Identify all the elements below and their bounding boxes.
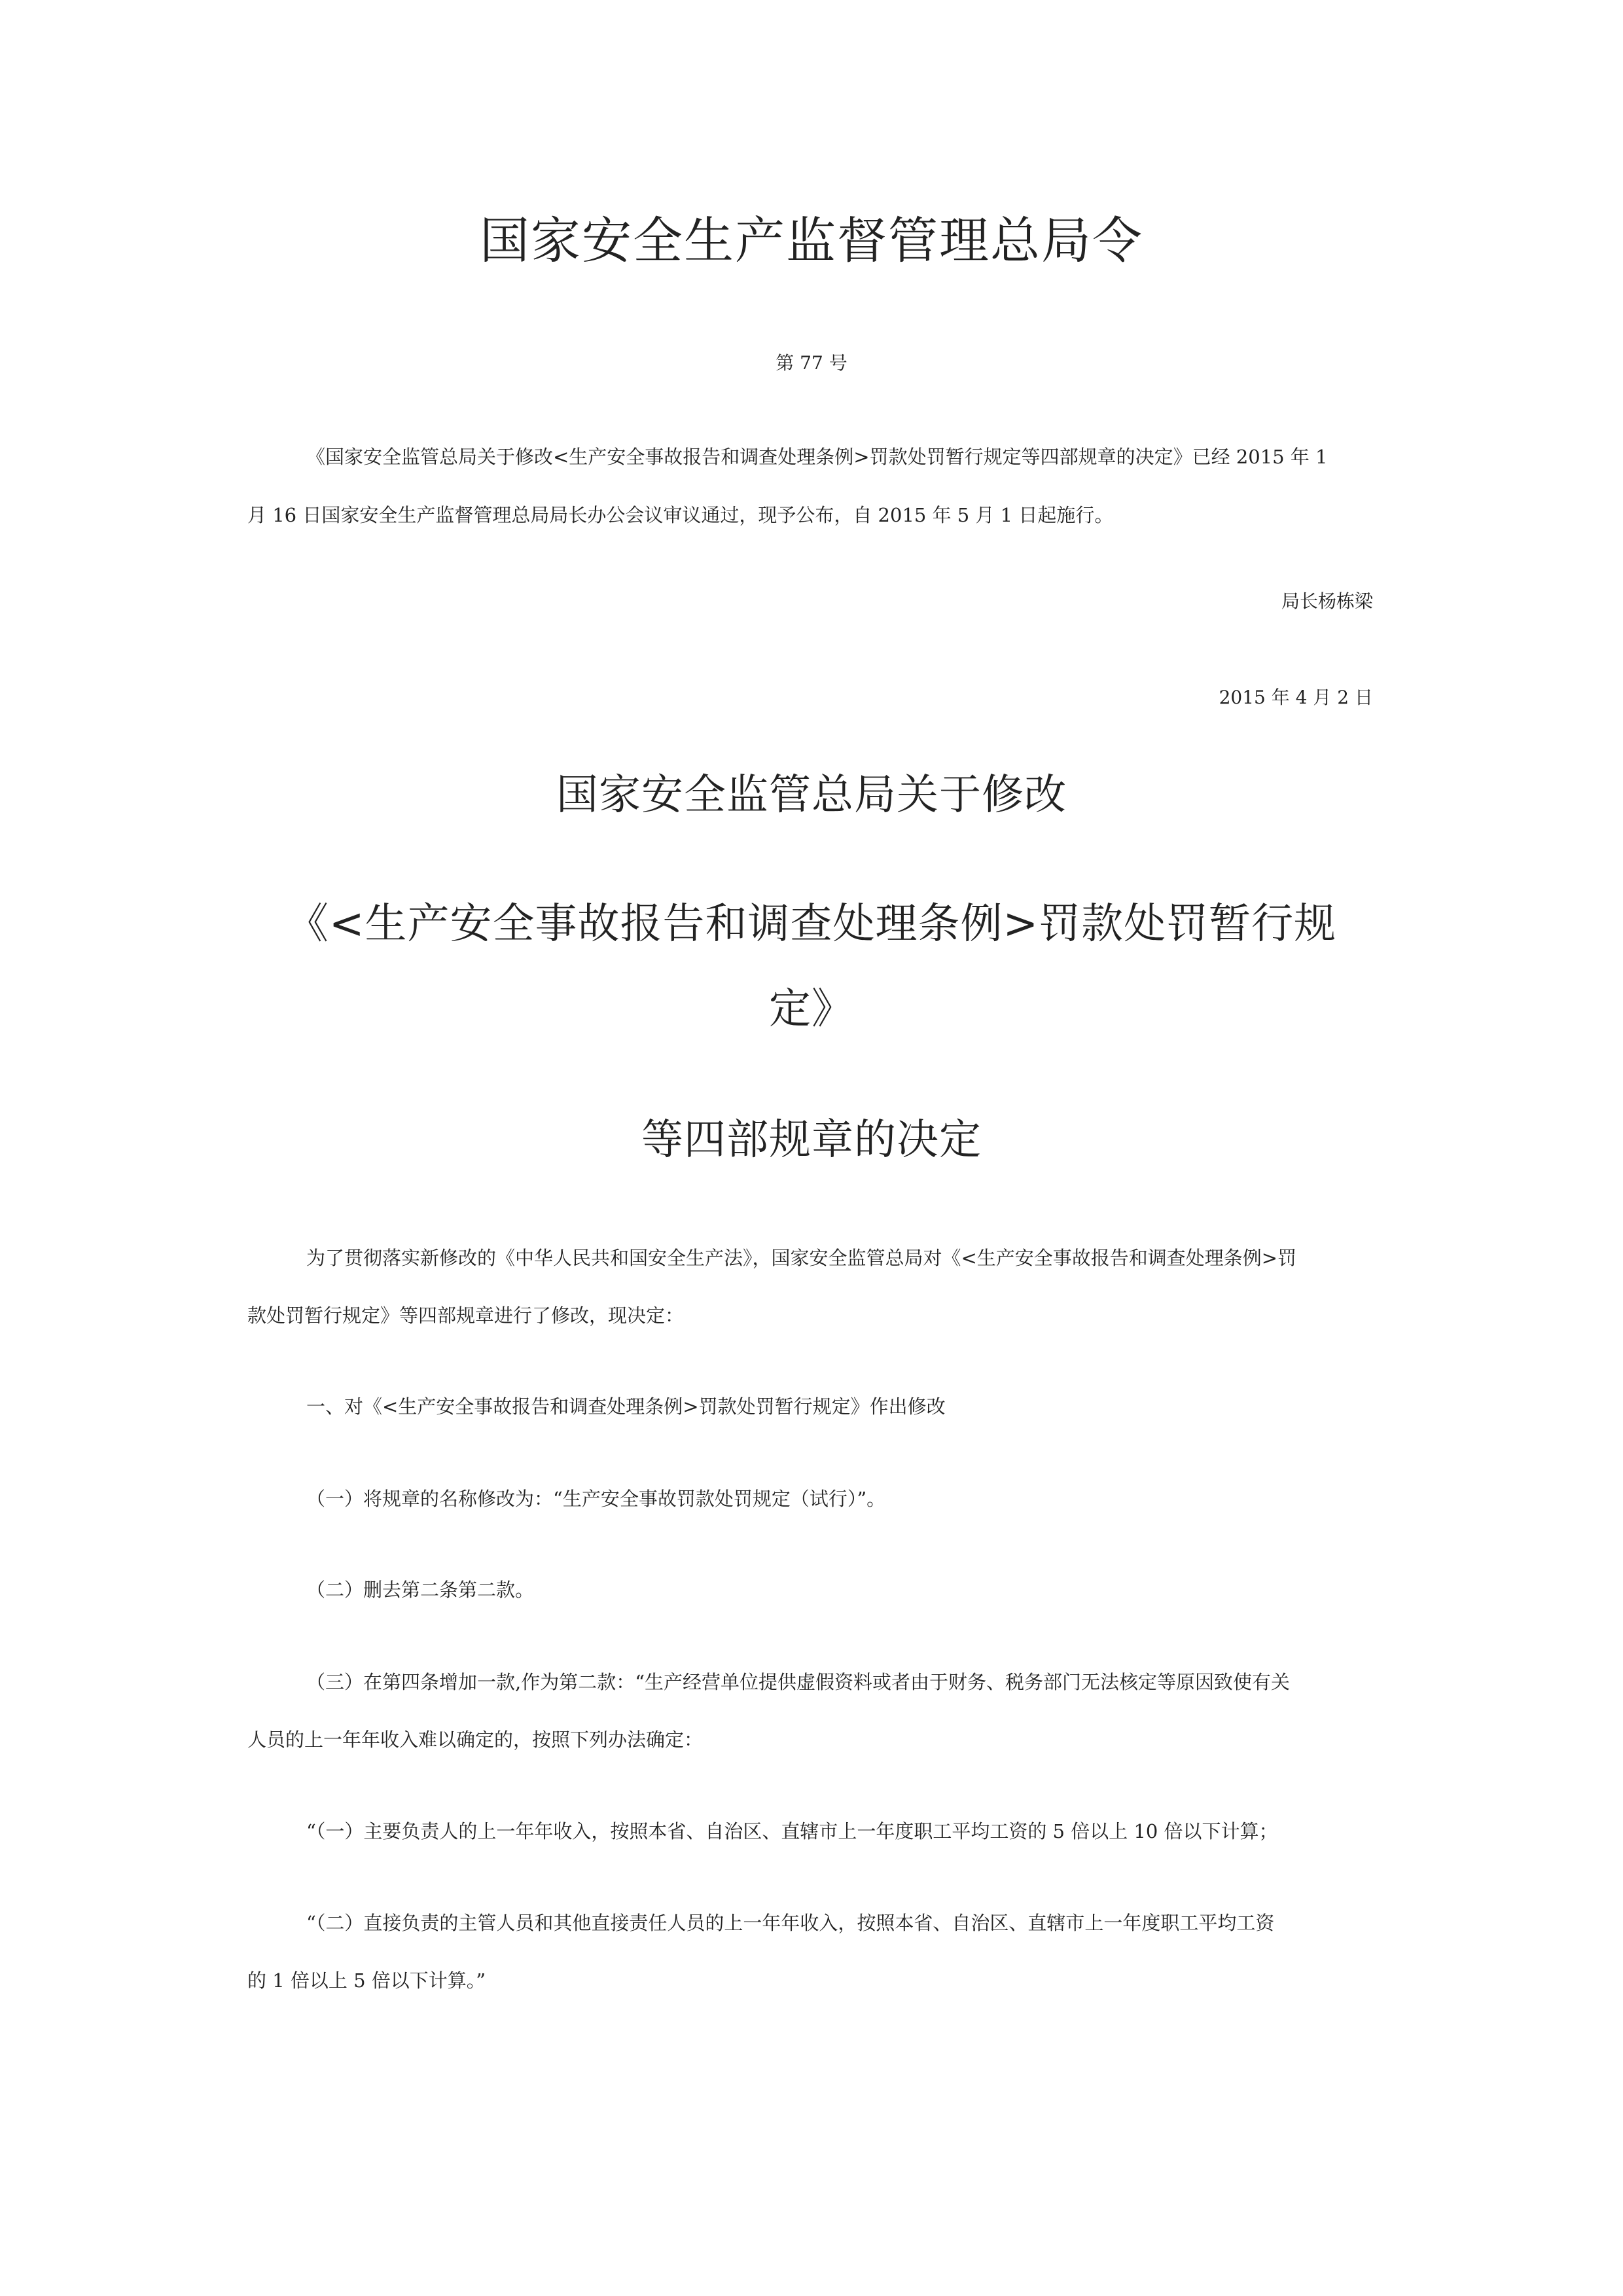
decision-title-line-2: 《<生产安全事故报告和调查处理条例>罚款处罚暂行规: [286, 900, 1337, 948]
order-title: 国家安全生产监督管理总局令: [480, 211, 1143, 270]
decision-title-line-1: 国家安全监管总局关于修改: [556, 771, 1067, 819]
quote-1: “（一）主要负责人的上一年年收入，按照本省、自治区、直辖市上一年度职工平均工资的 5 倍以上 10 倍以下计算；: [306, 1820, 1278, 1842]
signature: 局长杨栋梁: [1281, 590, 1373, 612]
section-1-heading: 一、对《<生产安全事故报告和调查处理条例>罚款处罚暂行规定》作出修改: [306, 1395, 946, 1418]
order-number: 第 77 号: [776, 352, 847, 374]
item-2: （二）删去第二条第二款。: [306, 1579, 535, 1601]
decision-title-line-3: 定》: [769, 985, 854, 1033]
issue-date: 2015 年 4 月 2 日: [1219, 687, 1373, 708]
decision-title-line-4: 等四部规章的决定: [641, 1116, 982, 1164]
item-1: （一）将规章的名称修改为：“生产安全事故罚款处罚规定（试行）”。: [306, 1488, 886, 1510]
item-3-line-2: 人员的上一年年收入难以确定的，按照下列办法确定：: [247, 1729, 704, 1751]
preamble-line-2: 月 16 日国家安全生产监督管理总局局长办公会议审议通过，现予公布，自 2015 年 5 月 1 日起施行。: [247, 504, 1114, 526]
quote-2-line-2: 的 1 倍以上 5 倍以下计算。”: [247, 1969, 486, 1992]
intro-line-1: 为了贯彻落实新修改的《中华人民共和国安全生产法》，国家安全监管总局对《<生产安全事故报告和调查处理条例>罚: [306, 1247, 1297, 1269]
preamble-line-1: 《国家安全监管总局关于修改<生产安全事故报告和调查处理条例>罚款处罚暂行规定等四部规章的决定》已经 2015 年 1: [306, 446, 1328, 468]
quote-2-line-1: “（二）直接负责的主管人员和其他直接责任人员的上一年年收入，按照本省、自治区、直辖市上一年度职工平均工资: [306, 1912, 1275, 1934]
intro-line-2: 款处罚暂行规定》等四部规章进行了修改，现决定：: [247, 1304, 685, 1327]
item-3-line-1: （三）在第四条增加一款,作为第二款：“生产经营单位提供虚假资料或者由于财务、税务部门无法核定等原因致使有关: [306, 1671, 1291, 1693]
